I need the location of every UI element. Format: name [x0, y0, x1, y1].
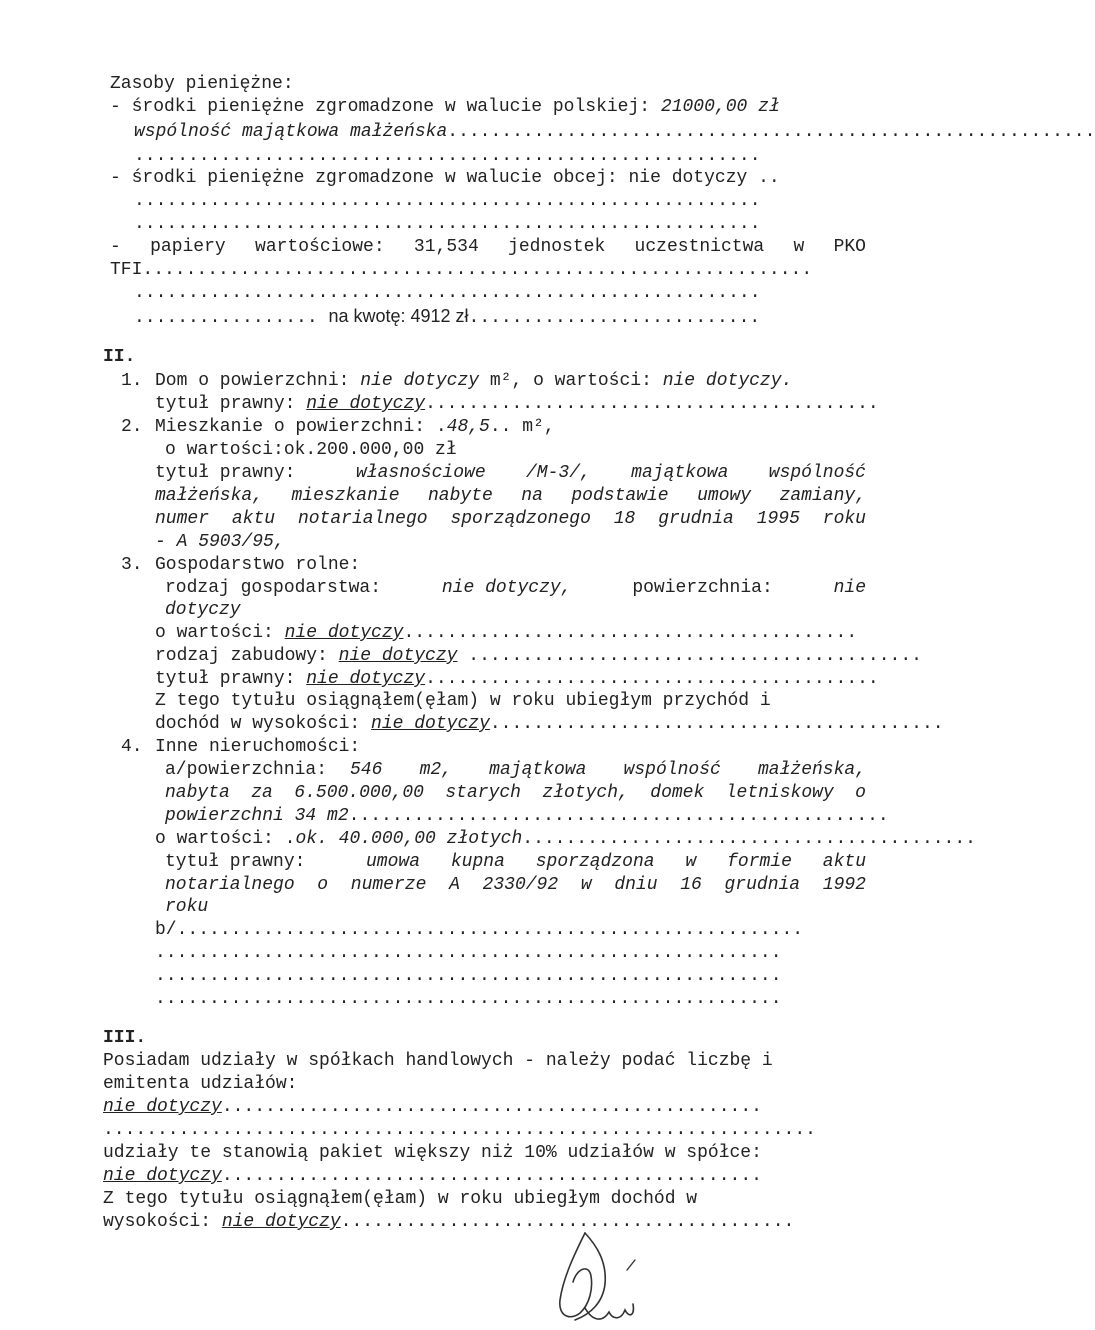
- gospodarstwo-zabudowa-line: rodzaj zabudowy: nie dotyczy ..........................................: [155, 646, 922, 666]
- dom-prefix: Dom o powierzchni:: [155, 371, 361, 391]
- mieszkanie-title-label: tytuł prawny:: [155, 463, 307, 483]
- kwota-text: na kwotę: 4912 zł: [328, 306, 469, 326]
- dom-num: 1.: [121, 371, 143, 391]
- dom-mid: m², o wartości:: [479, 371, 663, 391]
- signature-stroke-1: [560, 1233, 592, 1317]
- signature-mark: [627, 1260, 635, 1270]
- udzialy-line2: emitenta udziałów:: [103, 1074, 298, 1094]
- dom-title-label: tytuł prawny:: [155, 394, 307, 414]
- gospodarstwo-num: 3.: [121, 555, 143, 575]
- inne-title-label: tytuł prawny:: [165, 852, 317, 872]
- gospodarstwo-rodzaj-label: rodzaj gospodarstwa:: [165, 578, 392, 598]
- gospodarstwo-zabudowa-label: rodzaj zabudowy:: [155, 646, 339, 666]
- kwota-line: ................. na kwotę: 4912 zł...........................: [134, 306, 761, 328]
- mieszkanie-title-line1: [155, 462, 866, 484]
- inne-title-value-3: roku: [165, 897, 209, 917]
- mieszkanie-value: o wartości:ok.200.000,00 zł: [165, 440, 457, 460]
- section-3-label: III.: [103, 1028, 147, 1048]
- gospodarstwo-zabudowa-value: nie dotyczy: [338, 646, 458, 666]
- gospodarstwo-rodzaj-line: [165, 577, 866, 599]
- signature: [545, 1228, 655, 1328]
- inne-dots-b-4: ..........................................................: [155, 989, 782, 1009]
- inne-dots-b-2: ..........................................................: [155, 943, 782, 963]
- udzialy-income-line2: wysokości: nie dotyczy..........................................: [103, 1212, 795, 1232]
- mieszkanie-label: Mieszkanie o powierzchni: .: [155, 417, 447, 437]
- pln-value: 21000,00 zł: [660, 97, 780, 117]
- udzialy-income-label: wysokości:: [103, 1212, 222, 1232]
- pln-line: [110, 96, 780, 118]
- udzialy-value-1: nie dotyczy: [103, 1097, 222, 1117]
- foreign-value: nie dotyczy ..: [628, 168, 780, 188]
- udzialy-dots: ..................................................................: [103, 1120, 816, 1140]
- gospodarstwo-value-line: o wartości: nie dotyczy..........................................: [155, 623, 858, 643]
- gospodarstwo-pow-value-cont: dotyczy: [165, 600, 241, 620]
- dom-title-value: nie dotyczy: [306, 394, 426, 414]
- pln-note-line: wspólność majątkowa małżeńska............................................................: [134, 122, 1095, 142]
- inne-title-value-1: umowa kupna sporządzona w formie aktu: [366, 852, 866, 872]
- pakiet-value-line: nie dotyczy..................................................: [103, 1166, 762, 1186]
- gospodarstwo-income-line1: Z tego tytułu osiągnąłem(ęłam) w roku ubiegłym przychód i: [155, 691, 771, 711]
- papiery-line: - papiery wartościowe: 31,534 jednostek uczestnictwa w PKO: [110, 237, 866, 257]
- mieszkanie-line: [155, 416, 555, 438]
- inne-value-value: ok. 40.000,00 złotych: [295, 829, 523, 849]
- gospodarstwo-income-value: nie dotyczy: [371, 714, 490, 734]
- pln-note: wspólność majątkowa małżeńska: [134, 122, 448, 142]
- papiery-cont: TFI: [110, 260, 143, 280]
- gospodarstwo-income-line2: dochód w wysokości: nie dotyczy..........................................: [155, 714, 944, 734]
- dom-area: nie dotyczy: [360, 371, 480, 391]
- gospodarstwo-pow-value: nie: [833, 578, 866, 598]
- mieszkanie-area-suffix: .. m²,: [489, 417, 555, 437]
- udzialy-value-3: nie dotyczy: [221, 1212, 341, 1232]
- dom-value: nie dotyczy.: [662, 371, 793, 391]
- gospodarstwo-title-value: nie dotyczy: [306, 669, 426, 689]
- gospodarstwo-pow-label: powierzchnia:: [621, 578, 784, 598]
- foreign-line: [110, 167, 780, 189]
- papiery-cont-line: TFI..............................................................: [110, 260, 813, 280]
- mieszkanie-title-value-4: - A 5903/95,: [155, 532, 285, 552]
- inne-dots-b-3: ..........................................................: [155, 966, 782, 986]
- gospodarstwo-heading: Gospodarstwo rolne:: [155, 555, 361, 575]
- pln-prefix: - środki pieniężne zgromadzone w walucie polskiej:: [110, 97, 661, 117]
- dots-foreign-1: ..........................................................: [134, 191, 761, 211]
- mieszkanie-title-value-2: małżeńska, mieszkanie nabyte na podstawie umowy zamiany,: [155, 486, 866, 506]
- gospodarstwo-title-label: tytuł prawny:: [155, 669, 307, 689]
- gospodarstwo-title-line: tytuł prawny: nie dotyczy..........................................: [155, 669, 879, 689]
- zasoby-heading: Zasoby pieniężne:: [110, 74, 294, 94]
- section-2-label: II.: [103, 347, 136, 367]
- inne-a-value-2: nabyta za 6.500.000,00 starych złotych, domek letniskowy o: [165, 783, 866, 803]
- dom-line: [155, 370, 792, 392]
- inne-num: 4.: [121, 737, 143, 757]
- gospodarstwo-value-label: o wartości:: [155, 623, 285, 643]
- inne-value-line: o wartości: .ok. 40.000,00 złotych..........................................: [155, 829, 976, 849]
- dots-foreign-2: ..........................................................: [134, 214, 761, 234]
- mieszkanie-area: 48,5: [446, 417, 490, 437]
- mieszkanie-title-value-3: numer aktu notarialnego sporządzonego 18 grudnia 1995 roku: [155, 509, 866, 529]
- inne-a-line3: powierzchni 34 m2..................................................: [165, 806, 889, 826]
- pakiet-line: udziały te stanowią pakiet większy niż 10% udziałów w spółce:: [103, 1143, 762, 1163]
- inne-value-label: o wartości: .: [155, 829, 296, 849]
- signature-stroke-3: [585, 1304, 633, 1319]
- udzialy-income-line1: Z tego tytułu osiągnąłem(ęłam) w roku ubiegłym dochód w: [103, 1189, 698, 1209]
- dots-papiery: ..........................................................: [134, 283, 761, 303]
- inne-a-value-3: powierzchni 34 m2: [165, 806, 349, 826]
- inne-a-line1: [165, 759, 866, 781]
- mieszkanie-title-value-1: własnościowe /M-3/, majątkowa wspólność: [356, 463, 866, 483]
- inne-a-label: a/powierzchnia:: [165, 760, 338, 780]
- inne-a-value-1: 546 m2, majątkowa wspólność małżeńska,: [350, 760, 866, 780]
- mieszkanie-num: 2.: [121, 417, 143, 437]
- inne-title-value-2: notarialnego o numerze A 2330/92 w dniu 16 grudnia 1992: [165, 875, 866, 895]
- kwota-dots: .................: [134, 308, 329, 328]
- gospodarstwo-rodzaj-value: nie dotyczy,: [441, 578, 572, 598]
- udzialy-value-2: nie dotyczy: [103, 1166, 222, 1186]
- udzialy-line1: Posiadam udziały w spółkach handlowych - należy podać liczbę i: [103, 1051, 773, 1071]
- inne-title-line1: [165, 851, 866, 873]
- inne-b-line: b/..........................................................: [155, 920, 804, 940]
- inne-heading: Inne nieruchomości:: [155, 737, 361, 757]
- gospodarstwo-income-label: dochód w wysokości:: [155, 714, 372, 734]
- udzialy-value-line: nie dotyczy..................................................: [103, 1097, 762, 1117]
- dots-pln-2: ..........................................................: [134, 146, 761, 166]
- inne-b-label: b/: [155, 920, 177, 940]
- gospodarstwo-value-value: nie dotyczy: [284, 623, 404, 643]
- dom-title-line: tytuł prawny: nie dotyczy..........................................: [155, 394, 879, 414]
- foreign-prefix: - środki pieniężne zgromadzone w walucie obcej:: [110, 168, 629, 188]
